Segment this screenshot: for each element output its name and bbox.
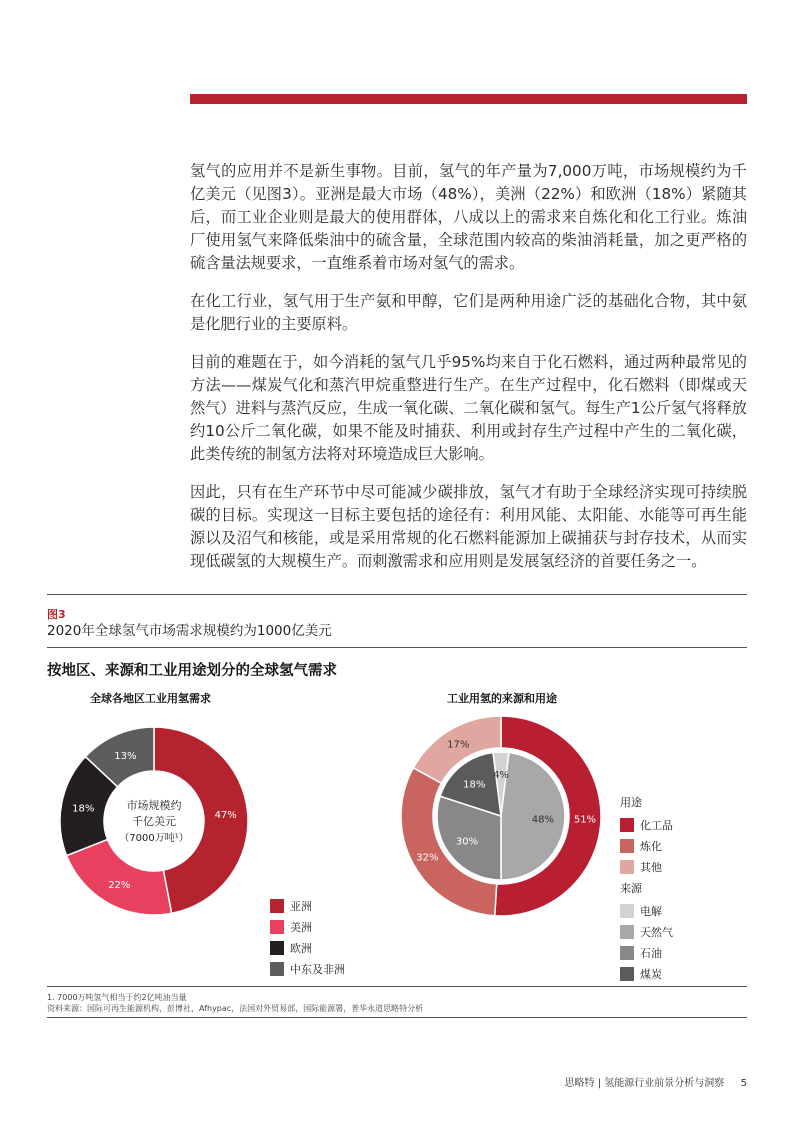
source-use-donut-chart xyxy=(380,700,620,940)
figure-title-rule xyxy=(47,647,747,648)
legend-swatch xyxy=(620,860,634,874)
region-legend xyxy=(270,897,345,981)
legend-item-mea xyxy=(270,960,345,977)
center-label-line-3: （7000万吨¹） xyxy=(119,833,189,844)
legend-swatch xyxy=(270,899,284,913)
legend-item-other-use xyxy=(620,858,673,875)
legend-item-electrolysis xyxy=(620,902,673,919)
source-value-label-0: 4% xyxy=(493,770,509,781)
paragraph-2: 在化工行业，氢气用于生产氨和甲醇，它们是两种用途广泛的基础化合物，其中氨是化肥行业的主要原料。 xyxy=(190,292,747,333)
header-accent-bar xyxy=(190,94,747,104)
region-value-label-2: 18% xyxy=(72,803,95,815)
figure-title: 2020年全球氢气市场需求规模约为1000亿美元 xyxy=(47,623,332,639)
legend-item-europe xyxy=(270,939,345,956)
use-legend-title: 用途 xyxy=(620,796,642,809)
legend-label: 其他 xyxy=(640,860,662,874)
legend-swatch xyxy=(620,967,634,981)
source-value-label-2: 30% xyxy=(455,836,479,848)
legend-swatch xyxy=(620,925,634,939)
legend-item-americas xyxy=(270,918,345,935)
legend-item-refining xyxy=(620,837,673,854)
chart-2-title: 工业用氢的来源和用途 xyxy=(447,692,557,705)
region-donut-chart xyxy=(0,700,300,940)
legend-swatch xyxy=(620,946,634,960)
legend-swatch xyxy=(620,904,634,918)
source-value-label-1: 48% xyxy=(531,814,555,826)
region-value-label-3: 13% xyxy=(114,750,137,762)
use-legend xyxy=(620,794,673,879)
legend-label: 电解 xyxy=(640,904,662,918)
footnote-1: 1. 7000万吨氢气相当于约2亿吨油当量 xyxy=(47,993,187,1002)
legend-label: 欧洲 xyxy=(290,941,312,955)
footer-text: 思略特 | 氢能源行业前景分析与洞察 xyxy=(564,1078,725,1089)
legend-item-asia xyxy=(270,897,345,914)
figure-section-title: 按地区、来源和工业用途划分的全球氢气需求 xyxy=(47,663,337,679)
use-value-label-1: 32% xyxy=(416,852,439,864)
legend-label: 亚洲 xyxy=(290,899,312,913)
footnote-bottom-rule xyxy=(47,1017,747,1018)
source-value-label-3: 18% xyxy=(463,779,486,791)
page-footer xyxy=(560,1074,747,1089)
paragraph-4: 因此，只有在生产环节中尽可能减少碳排放，氢气才有助于全球经济实现可持续脱碳的目标。实现这一目标主要包括的途径有：利用风能、太阳能、水能等可再生能源以及沼气和核能，或是采用常规的化石燃料能源加上碳捕获与封存技术，从而实现低碳氢的大规模生产。而刺激需求和应用则是发展氢经济的首要任务之一。 xyxy=(190,483,747,570)
chart-1-title: 全球各地区工业用氢需求 xyxy=(90,692,211,705)
figure-top-rule xyxy=(47,594,747,595)
footnote-top-rule xyxy=(47,986,747,987)
center-label-line-2: 千亿美元 xyxy=(132,815,176,828)
legend-label: 美洲 xyxy=(290,920,312,934)
legend-label: 石油 xyxy=(640,946,662,960)
center-label-line-1: 市场规模约 xyxy=(126,799,182,812)
legend-label: 煤炭 xyxy=(640,967,662,981)
legend-label: 天然气 xyxy=(640,925,673,939)
legend-swatch xyxy=(270,941,284,955)
region-value-label-0: 47% xyxy=(214,810,237,822)
paragraph-3: 目前的难题在于，如今消耗的氢气几乎95%均来自于化石燃料，通过两种最常见的方法——煤炭气化和蒸汽甲烷重整进行生产。在生产过程中，化石燃料（即煤或天然气）进料与蒸汽反应，生成一氧化碳、二氧化碳和氢气。每生产1公斤氢气将释放约10公斤二氧化碳，如果不能及时捕获、利用或封存生产过程中产生的二氧化碳，此类传统的制氢方法将对环境造成巨大影响。 xyxy=(190,353,747,463)
legend-swatch xyxy=(620,818,634,832)
legend-label: 中东及非洲 xyxy=(290,962,345,976)
use-value-label-0: 51% xyxy=(573,814,597,826)
source-legend-title: 来源 xyxy=(620,882,642,895)
source-legend xyxy=(620,880,673,986)
figure-number: 图3 xyxy=(47,608,66,621)
legend-swatch xyxy=(270,920,284,934)
legend-label: 化工品 xyxy=(640,818,673,832)
body-text xyxy=(190,160,747,588)
paragraph-1: 氢气的应用并不是新生事物。目前，氢气的年产量为7,000万吨，市场规模约为千亿美元（见图3）。亚洲是最大市场（48%），美洲（22%）和欧洲（18%）紧随其后，而工业企业则是最大的使用群体，八成以上的需求来自炼化和化工行业。炼油厂使用氢气来降低柴油中的硫含量，全球范围内较高的柴油消耗量，加之更严格的硫含量法规要求，一直维系着市场对氢气的需求。 xyxy=(190,162,747,272)
page-number: 5 xyxy=(740,1078,747,1089)
legend-item-chemicals xyxy=(620,816,673,833)
legend-item-natural-gas xyxy=(620,923,673,940)
legend-swatch xyxy=(270,962,284,976)
legend-swatch xyxy=(620,839,634,853)
legend-label: 炼化 xyxy=(640,839,662,853)
use-value-label-2: 17% xyxy=(447,739,470,751)
region-value-label-1: 22% xyxy=(108,880,131,892)
source-note: 资料来源：国际可再生能源机构，彭博社，Afhypac，法国对外贸易部，国际能源署，普华永道思略特分析 xyxy=(47,1004,424,1013)
legend-item-coal xyxy=(620,965,673,982)
legend-item-oil xyxy=(620,944,673,961)
